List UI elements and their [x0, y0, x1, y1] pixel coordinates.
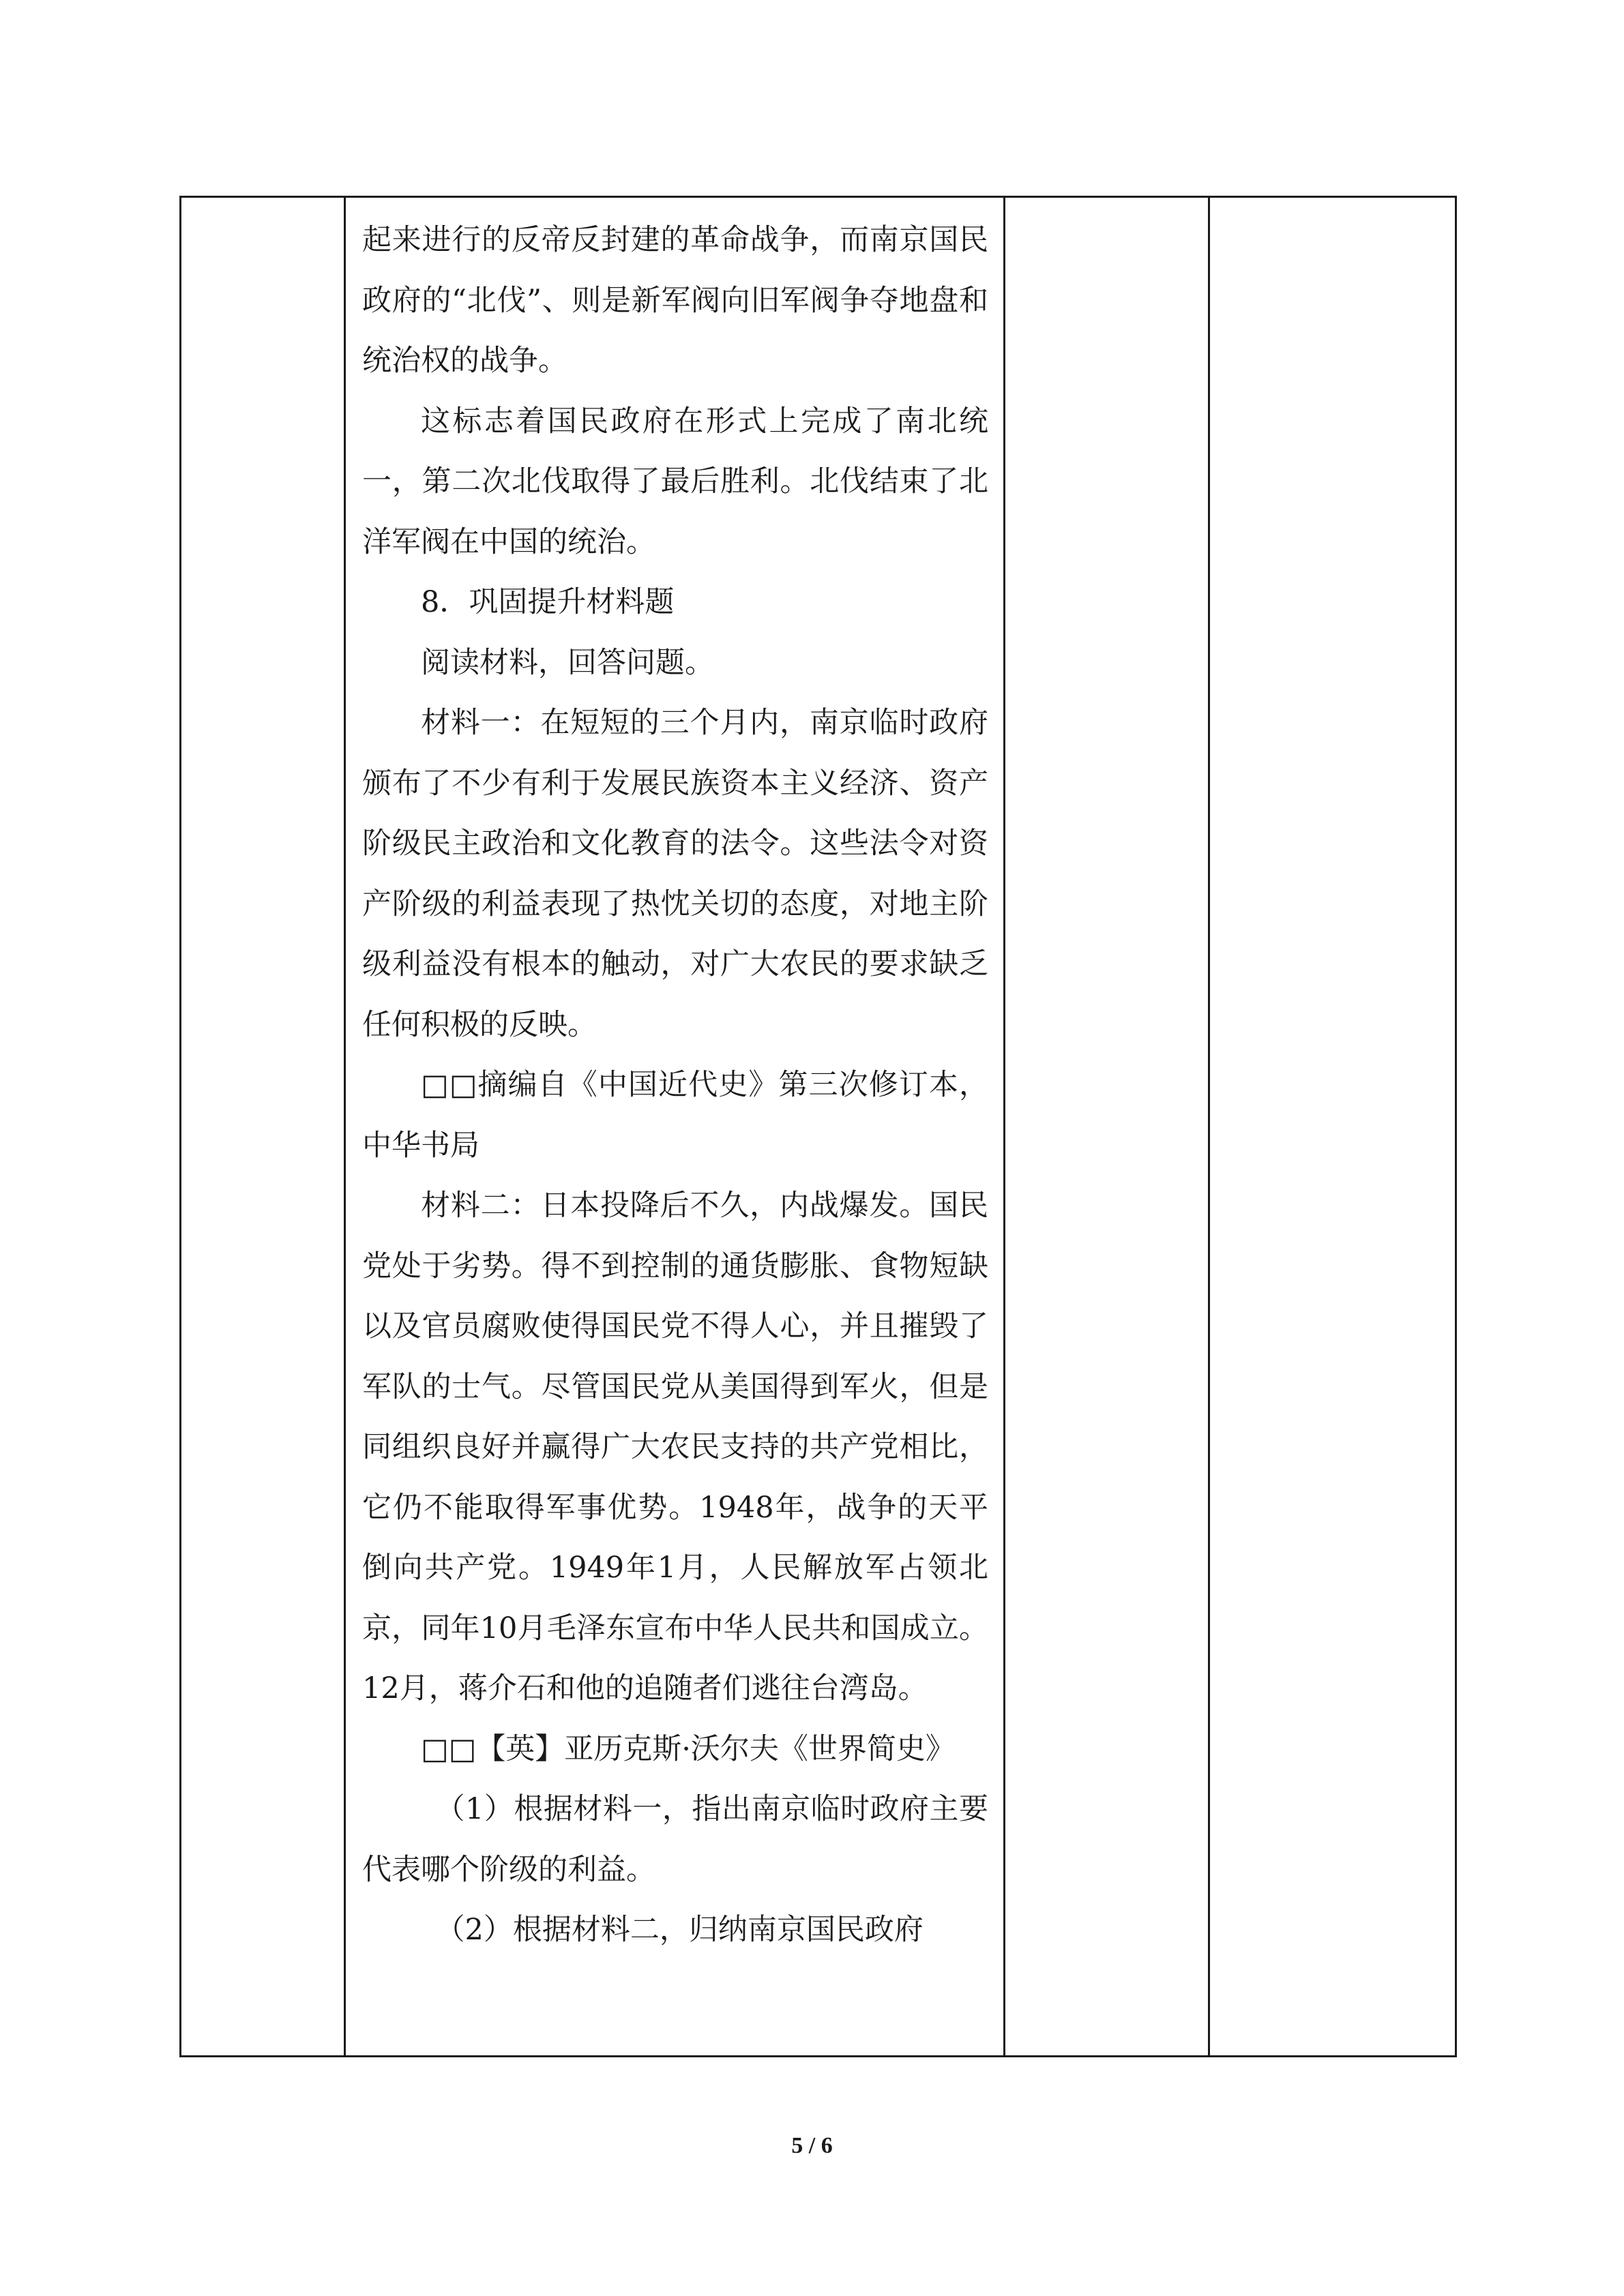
- table-cell-content: [345, 197, 1005, 2057]
- paragraph: 材料二：日本投降后不久，内战爆发。国民党处于劣势。得不到控制的通货膨胀、食物短缺以及官员腐败使得国民党不得人心，并且摧毁了军队的士气。尽管国民党从美国得到军火，但是同组织良好并赢得广大农民支持的共产党相比，它仍不能取得军事优势。1948年，战争的天平倒向共产党。1949年1月，人民解放军占领北京，同年10月毛泽东宣布中华人民共和国成立。12月，蒋介石和他的追随者们逃往台湾岛。: [362, 1189, 988, 1705]
- page-number: 5 / 6: [791, 2133, 833, 2158]
- paragraph: 阅读材料，回答问题。: [421, 645, 714, 680]
- table-cell-right-1: [1005, 197, 1209, 2057]
- paragraph: （1）根据材料一，指出南京临时政府主要代表哪个阶级的利益。: [362, 1792, 988, 1887]
- paragraph: □□【英】亚历克斯·沃尔夫《世界简史》: [421, 1731, 955, 1766]
- paragraph: 材料一：在短短的三个月内，南京临时政府颁布了不少有利于发展民族资本主义经济、资产阶级民主政治和文化教育的法令。这些法令对资产阶级的利益表现了热忱关切的态度，对地主阶级利益没有根本的触动，对广大农民的要求缺乏任何积极的反映。: [362, 706, 988, 1042]
- table-cell-left: [181, 197, 345, 2057]
- paragraph: 起来进行的反帝反封建的革命战争，而南京国民政府的“北伐”、则是新军阀向旧军阀争夺地盘和统治权的战争。: [362, 223, 988, 378]
- paragraph: □□摘编自《中国近代史》第三次修订本，中华书局: [362, 1068, 988, 1163]
- lesson-plan-table: [179, 196, 1457, 2057]
- content-text: [346, 198, 1003, 1960]
- paragraph: 这标志着国民政府在形式上完成了南北统一，第二次北伐取得了最后胜利。北伐结束了北洋军阀在中国的统治。: [362, 404, 988, 559]
- paragraph: 8．巩固提升材料题: [421, 585, 675, 619]
- paragraph: （2）根据材料二，归纳南京国民政府: [435, 1913, 924, 1947]
- table-cell-right-2: [1209, 197, 1456, 2057]
- table-row: [181, 197, 1456, 2057]
